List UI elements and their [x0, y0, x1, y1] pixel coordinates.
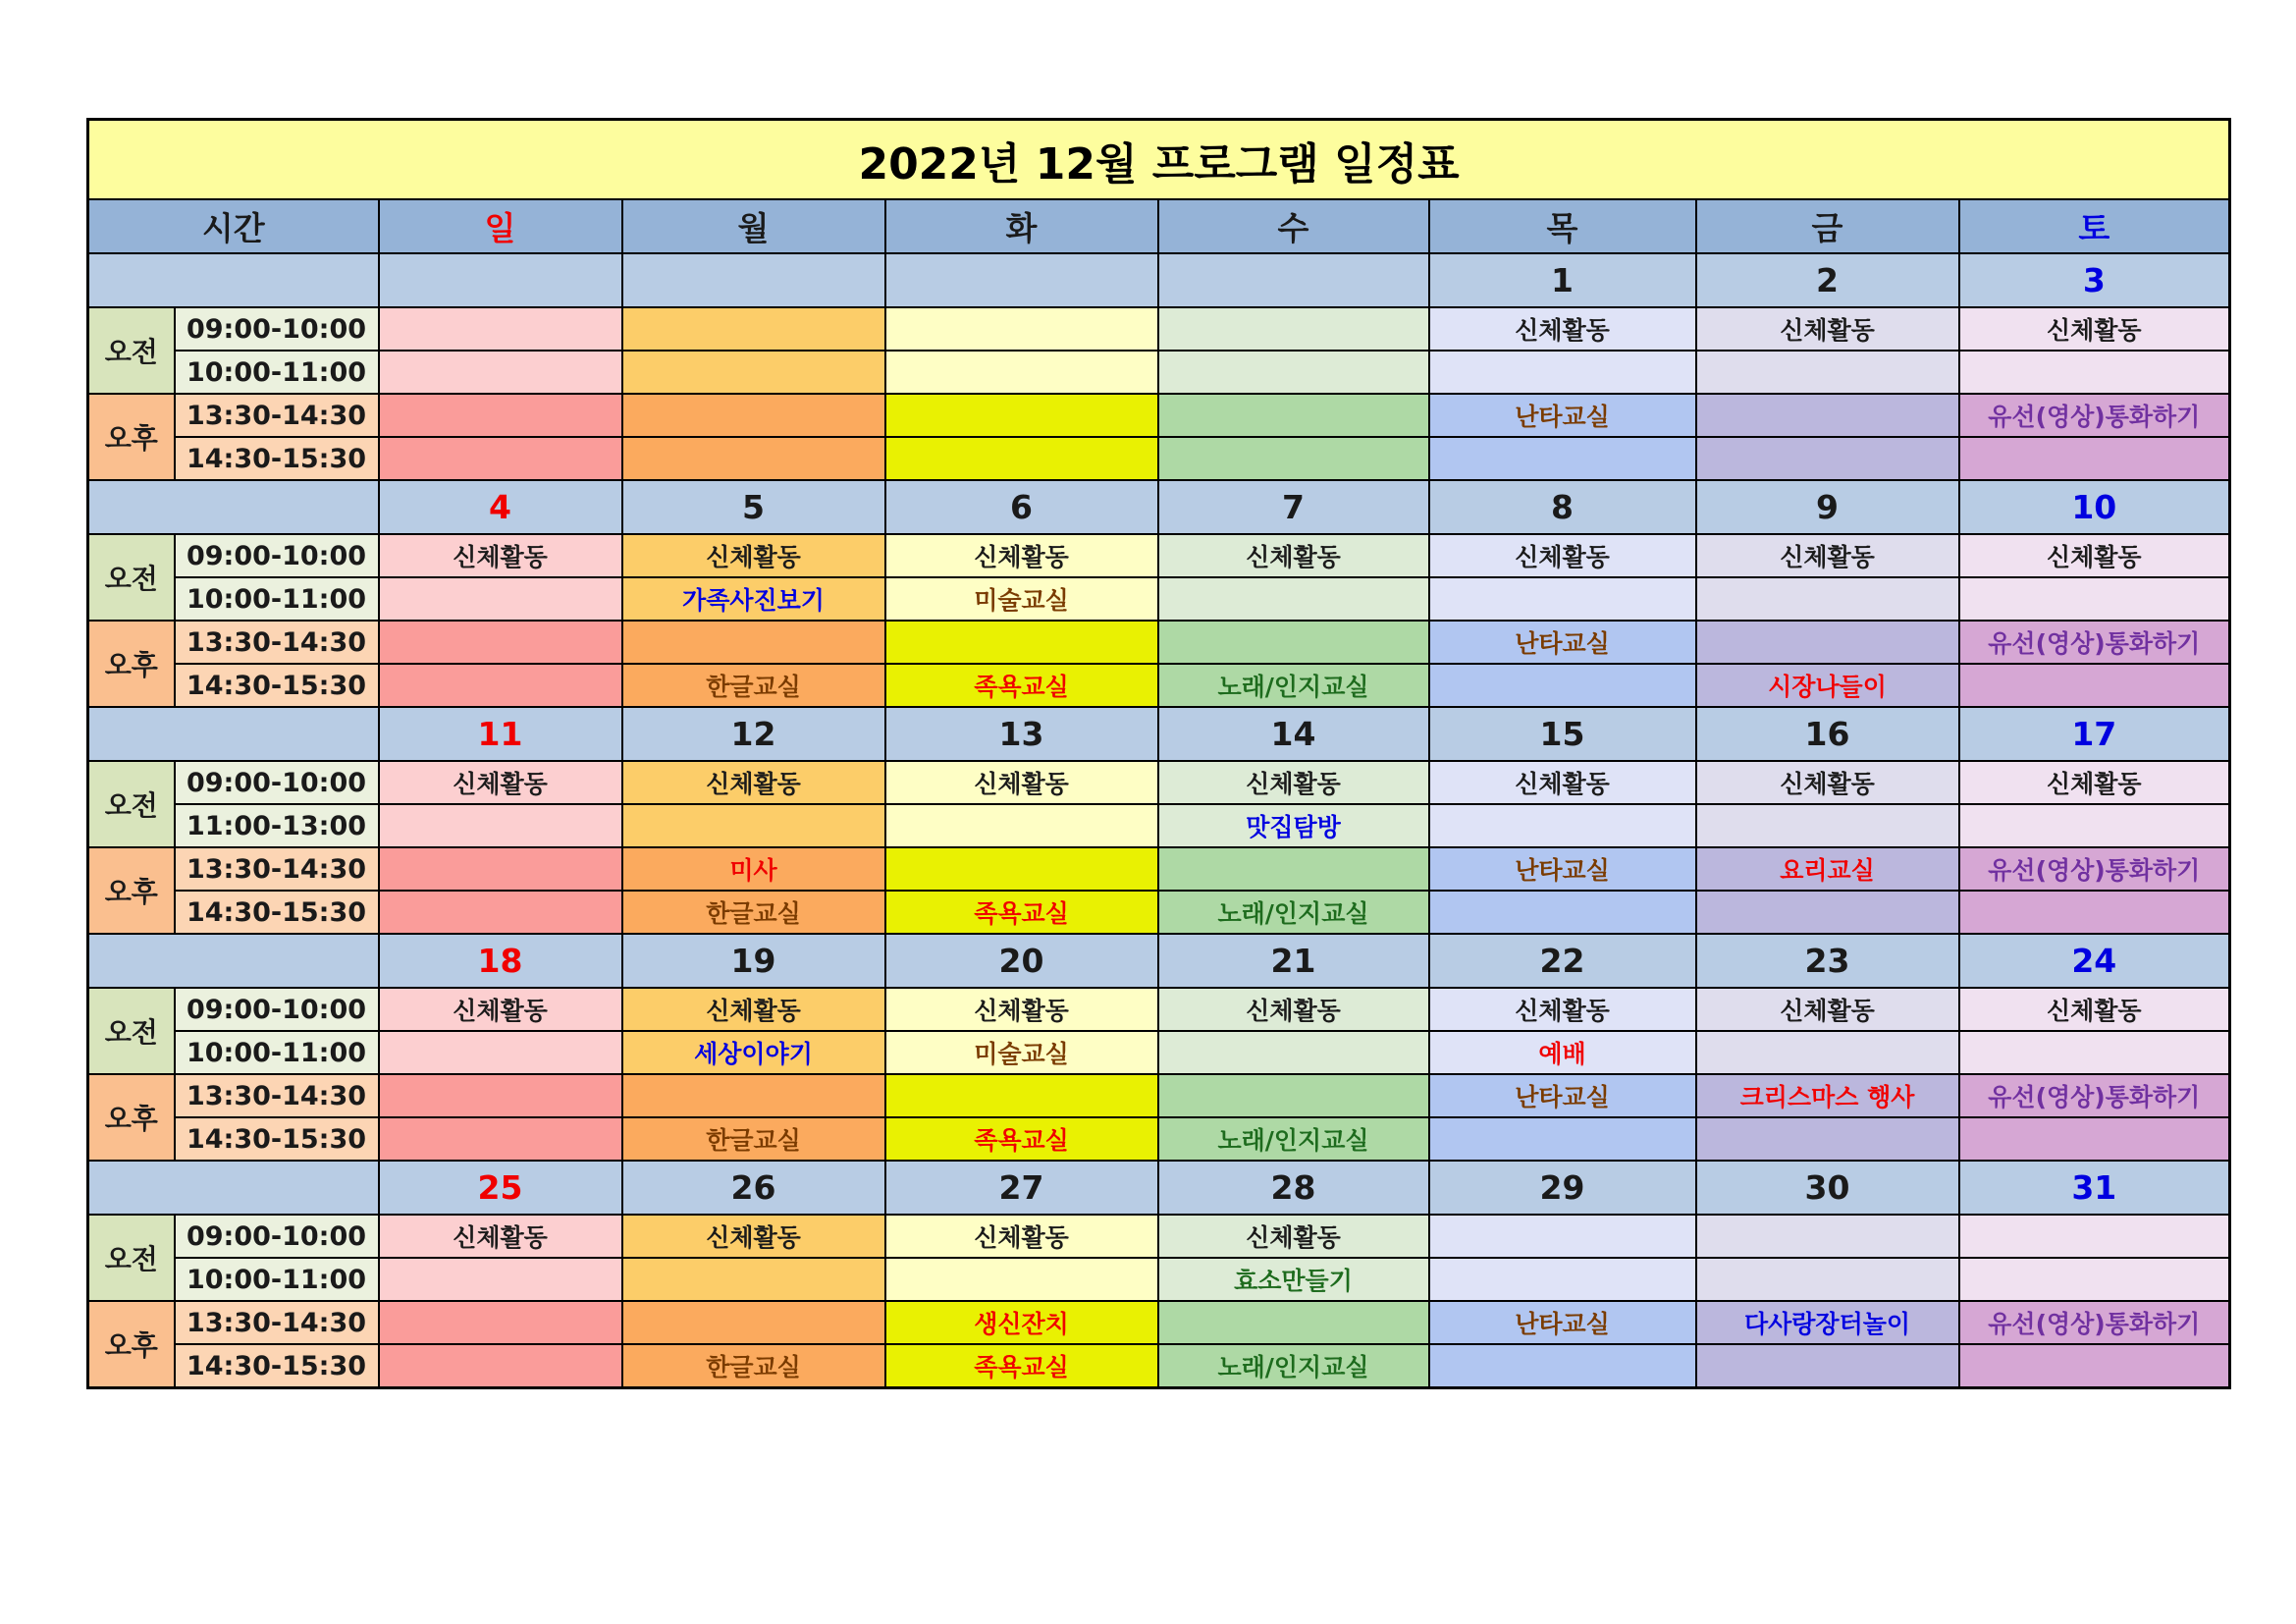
activity-cell: 신체활동: [885, 1215, 1158, 1258]
activity-cell: [885, 351, 1158, 394]
date-cell-sun: 18: [379, 934, 622, 988]
activity-cell: [885, 437, 1158, 480]
activity-cell: [885, 847, 1158, 891]
activity-cell: 시장나들이: [1696, 664, 1959, 707]
activity-row: [88, 1215, 2230, 1258]
activity-cell: 신체활동: [1429, 534, 1696, 577]
activity-cell: 다사랑장터놀이: [1696, 1301, 1959, 1344]
activity-cell: [885, 307, 1158, 351]
activity-cell: [379, 307, 622, 351]
activity-cell: 신체활동: [379, 988, 622, 1031]
activity-cell: [1959, 577, 2230, 621]
activity-row: [88, 437, 2230, 480]
activity-cell: [1696, 1031, 1959, 1074]
activity-row: [88, 891, 2230, 934]
activity-cell: [1959, 1215, 2230, 1258]
activity-row: [88, 1031, 2230, 1074]
activity-cell: [1429, 891, 1696, 934]
activity-cell: [1959, 351, 2230, 394]
schedule-table: [86, 118, 2231, 1389]
period-label-am: 오전: [88, 761, 175, 847]
activity-cell: [622, 1258, 885, 1301]
activity-cell: 난타교실: [1429, 1301, 1696, 1344]
activity-cell: [1429, 664, 1696, 707]
activity-cell: [1158, 621, 1429, 664]
time-slot: 10:00-11:00: [175, 1258, 379, 1301]
time-slot: 09:00-10:00: [175, 534, 379, 577]
date-cell-wed: [1158, 253, 1429, 307]
activity-cell: 신체활동: [885, 988, 1158, 1031]
activity-cell: [379, 1117, 622, 1161]
period-label-am: 오전: [88, 534, 175, 621]
week-date-row: [88, 1161, 2230, 1215]
time-slot: 09:00-10:00: [175, 988, 379, 1031]
activity-cell: [1158, 577, 1429, 621]
week-date-row: [88, 707, 2230, 761]
date-cell-tue: [885, 253, 1158, 307]
activity-cell: [1696, 1258, 1959, 1301]
day-header-thu: 목: [1429, 199, 1696, 253]
activity-cell: 신체활동: [1959, 307, 2230, 351]
activity-cell: [622, 804, 885, 847]
time-slot: 13:30-14:30: [175, 1301, 379, 1344]
day-header-fri: 금: [1696, 199, 1959, 253]
activity-cell: [1696, 891, 1959, 934]
activity-row: [88, 988, 2230, 1031]
date-cell-mon: 5: [622, 480, 885, 534]
activity-cell: 요리교실: [1696, 847, 1959, 891]
date-cell-tue: 27: [885, 1161, 1158, 1215]
weekday-header: [88, 199, 2230, 253]
week-date-row: [88, 934, 2230, 988]
date-cell-wed: 14: [1158, 707, 1429, 761]
activity-row: [88, 534, 2230, 577]
date-cell-sun: 11: [379, 707, 622, 761]
week-date-row: [88, 480, 2230, 534]
activity-cell: [1429, 1215, 1696, 1258]
activity-cell: 신체활동: [1158, 1215, 1429, 1258]
activity-cell: [1696, 1215, 1959, 1258]
activity-cell: 신체활동: [379, 761, 622, 804]
activity-cell: 신체활동: [1158, 988, 1429, 1031]
time-slot: 09:00-10:00: [175, 761, 379, 804]
activity-row: [88, 1344, 2230, 1388]
activity-cell: [1696, 351, 1959, 394]
date-cell-sat: 3: [1959, 253, 2230, 307]
activity-cell: 가족사진보기: [622, 577, 885, 621]
activity-row: [88, 1258, 2230, 1301]
activity-cell: 신체활동: [1696, 988, 1959, 1031]
activity-cell: [1158, 1031, 1429, 1074]
activity-cell: 족욕교실: [885, 664, 1158, 707]
date-row-spacer: [88, 253, 379, 307]
activity-row: [88, 1074, 2230, 1117]
activity-cell: 신체활동: [622, 761, 885, 804]
activity-cell: 족욕교실: [885, 1117, 1158, 1161]
activity-cell: [1959, 804, 2230, 847]
activity-cell: 신체활동: [379, 534, 622, 577]
activity-cell: 난타교실: [1429, 1074, 1696, 1117]
day-header-wed: 수: [1158, 199, 1429, 253]
time-slot: 14:30-15:30: [175, 1344, 379, 1388]
date-cell-fri: 16: [1696, 707, 1959, 761]
activity-cell: [379, 1074, 622, 1117]
activity-cell: 난타교실: [1429, 621, 1696, 664]
date-cell-wed: 7: [1158, 480, 1429, 534]
period-label-am: 오전: [88, 1215, 175, 1301]
activity-cell: [1959, 437, 2230, 480]
date-cell-sat: 17: [1959, 707, 2230, 761]
activity-cell: 미술교실: [885, 577, 1158, 621]
activity-cell: 한글교실: [622, 664, 885, 707]
date-cell-sat: 10: [1959, 480, 2230, 534]
activity-row: [88, 621, 2230, 664]
activity-row: [88, 1117, 2230, 1161]
activity-cell: 신체활동: [1158, 534, 1429, 577]
activity-cell: 유선(영상)통화하기: [1959, 847, 2230, 891]
date-cell-tue: 20: [885, 934, 1158, 988]
activity-cell: [885, 1258, 1158, 1301]
activity-cell: 한글교실: [622, 1344, 885, 1388]
period-label-pm: 오후: [88, 1074, 175, 1161]
activity-cell: 맛집탐방: [1158, 804, 1429, 847]
activity-cell: [1959, 1344, 2230, 1388]
date-cell-sun: [379, 253, 622, 307]
activity-cell: [622, 1301, 885, 1344]
activity-cell: [379, 394, 622, 437]
activity-cell: [379, 351, 622, 394]
activity-row: [88, 577, 2230, 621]
date-cell-thu: 29: [1429, 1161, 1696, 1215]
activity-cell: [1429, 804, 1696, 847]
date-cell-fri: 23: [1696, 934, 1959, 988]
activity-cell: [1959, 1117, 2230, 1161]
activity-cell: [1696, 437, 1959, 480]
period-label-pm: 오후: [88, 847, 175, 934]
activity-cell: [1696, 621, 1959, 664]
activity-cell: 신체활동: [622, 534, 885, 577]
activity-cell: 유선(영상)통화하기: [1959, 1074, 2230, 1117]
day-header-mon: 월: [622, 199, 885, 253]
date-cell-fri: 30: [1696, 1161, 1959, 1215]
time-slot: 10:00-11:00: [175, 351, 379, 394]
activity-cell: 신체활동: [1696, 534, 1959, 577]
activity-cell: [622, 394, 885, 437]
time-slot: 14:30-15:30: [175, 437, 379, 480]
activity-cell: [1158, 307, 1429, 351]
activity-cell: [1696, 394, 1959, 437]
date-cell-sun: 4: [379, 480, 622, 534]
activity-row: [88, 307, 2230, 351]
activity-cell: [379, 1344, 622, 1388]
activity-cell: [1158, 847, 1429, 891]
period-label-am: 오전: [88, 307, 175, 394]
activity-cell: [1158, 1074, 1429, 1117]
activity-cell: [379, 621, 622, 664]
date-row-spacer: [88, 934, 379, 988]
activity-cell: 유선(영상)통화하기: [1959, 621, 2230, 664]
date-cell-thu: 1: [1429, 253, 1696, 307]
activity-cell: [1959, 891, 2230, 934]
activity-row: [88, 804, 2230, 847]
time-slot: 13:30-14:30: [175, 394, 379, 437]
time-slot: 13:30-14:30: [175, 621, 379, 664]
activity-cell: 족욕교실: [885, 1344, 1158, 1388]
date-cell-mon: 19: [622, 934, 885, 988]
page-title: 2022년 12월 프로그램 일정표: [88, 120, 2230, 200]
activity-cell: [1696, 804, 1959, 847]
activity-cell: [379, 1301, 622, 1344]
activity-cell: [1959, 1031, 2230, 1074]
activity-cell: 예배: [1429, 1031, 1696, 1074]
activity-cell: 신체활동: [1429, 988, 1696, 1031]
activity-cell: [1429, 351, 1696, 394]
week-date-row: [88, 253, 2230, 307]
activity-cell: 크리스마스 행사: [1696, 1074, 1959, 1117]
activity-cell: [885, 1074, 1158, 1117]
activity-cell: 노래/인지교실: [1158, 1344, 1429, 1388]
activity-cell: 노래/인지교실: [1158, 891, 1429, 934]
day-header-sat: 토: [1959, 199, 2230, 253]
activity-cell: [1158, 351, 1429, 394]
activity-cell: [379, 664, 622, 707]
time-slot: 14:30-15:30: [175, 664, 379, 707]
activity-cell: [1158, 394, 1429, 437]
day-header-tue: 화: [885, 199, 1158, 253]
activity-cell: 신체활동: [1959, 988, 2230, 1031]
time-slot: 09:00-10:00: [175, 307, 379, 351]
activity-cell: [1429, 437, 1696, 480]
activity-cell: [379, 804, 622, 847]
day-header-sun: 일: [379, 199, 622, 253]
activity-cell: [379, 847, 622, 891]
time-slot: 13:30-14:30: [175, 847, 379, 891]
period-label-pm: 오후: [88, 1301, 175, 1388]
activity-row: [88, 394, 2230, 437]
date-cell-mon: [622, 253, 885, 307]
date-cell-wed: 28: [1158, 1161, 1429, 1215]
activity-cell: [1429, 1117, 1696, 1161]
activity-cell: 신체활동: [885, 761, 1158, 804]
date-cell-fri: 2: [1696, 253, 1959, 307]
activity-cell: 족욕교실: [885, 891, 1158, 934]
activity-cell: 유선(영상)통화하기: [1959, 1301, 2230, 1344]
date-cell-tue: 6: [885, 480, 1158, 534]
period-label-am: 오전: [88, 988, 175, 1074]
activity-cell: 효소만들기: [1158, 1258, 1429, 1301]
activity-cell: 신체활동: [622, 1215, 885, 1258]
activity-cell: 신체활동: [1696, 761, 1959, 804]
activity-cell: [622, 437, 885, 480]
date-row-spacer: [88, 707, 379, 761]
activity-cell: 신체활동: [1959, 534, 2230, 577]
activity-cell: 난타교실: [1429, 394, 1696, 437]
date-cell-tue: 13: [885, 707, 1158, 761]
activity-row: [88, 761, 2230, 804]
activity-cell: 신체활동: [1959, 761, 2230, 804]
activity-cell: [622, 351, 885, 394]
date-cell-mon: 12: [622, 707, 885, 761]
date-cell-thu: 8: [1429, 480, 1696, 534]
activity-cell: 신체활동: [379, 1215, 622, 1258]
activity-cell: 노래/인지교실: [1158, 1117, 1429, 1161]
activity-cell: [379, 891, 622, 934]
activity-cell: 한글교실: [622, 891, 885, 934]
activity-cell: 신체활동: [1429, 761, 1696, 804]
date-cell-fri: 9: [1696, 480, 1959, 534]
time-slot: 10:00-11:00: [175, 1031, 379, 1074]
activity-cell: 생신잔치: [885, 1301, 1158, 1344]
activity-cell: 미술교실: [885, 1031, 1158, 1074]
activity-cell: [622, 621, 885, 664]
period-label-pm: 오후: [88, 394, 175, 480]
activity-cell: 신체활동: [1429, 307, 1696, 351]
activity-cell: 난타교실: [1429, 847, 1696, 891]
time-slot: 09:00-10:00: [175, 1215, 379, 1258]
date-cell-thu: 22: [1429, 934, 1696, 988]
activity-cell: [379, 577, 622, 621]
activity-cell: [1696, 1117, 1959, 1161]
activity-cell: [1429, 1344, 1696, 1388]
activity-cell: 노래/인지교실: [1158, 664, 1429, 707]
activity-cell: [1696, 577, 1959, 621]
activity-cell: [379, 437, 622, 480]
date-cell-wed: 21: [1158, 934, 1429, 988]
activity-cell: [622, 307, 885, 351]
activity-cell: [885, 804, 1158, 847]
time-header: 시간: [88, 199, 379, 253]
activity-cell: 신체활동: [622, 988, 885, 1031]
activity-row: [88, 664, 2230, 707]
activity-row: [88, 351, 2230, 394]
activity-row: [88, 847, 2230, 891]
activity-cell: [1696, 1344, 1959, 1388]
period-label-pm: 오후: [88, 621, 175, 707]
activity-cell: 신체활동: [1696, 307, 1959, 351]
activity-cell: [379, 1031, 622, 1074]
activity-cell: [1959, 664, 2230, 707]
time-slot: 14:30-15:30: [175, 891, 379, 934]
activity-cell: 유선(영상)통화하기: [1959, 394, 2230, 437]
activity-cell: 한글교실: [622, 1117, 885, 1161]
activity-cell: 세상이야기: [622, 1031, 885, 1074]
activity-cell: 신체활동: [1158, 761, 1429, 804]
time-slot: 11:00-13:00: [175, 804, 379, 847]
activity-cell: [622, 1074, 885, 1117]
date-cell-thu: 15: [1429, 707, 1696, 761]
activity-row: [88, 1301, 2230, 1344]
activity-cell: [379, 1258, 622, 1301]
date-cell-sun: 25: [379, 1161, 622, 1215]
date-cell-sat: 31: [1959, 1161, 2230, 1215]
time-slot: 14:30-15:30: [175, 1117, 379, 1161]
activity-cell: [1429, 577, 1696, 621]
activity-cell: [885, 394, 1158, 437]
time-slot: 13:30-14:30: [175, 1074, 379, 1117]
activity-cell: 미사: [622, 847, 885, 891]
activity-cell: [885, 621, 1158, 664]
date-row-spacer: [88, 480, 379, 534]
activity-cell: [1959, 1258, 2230, 1301]
time-slot: 10:00-11:00: [175, 577, 379, 621]
date-cell-sat: 24: [1959, 934, 2230, 988]
activity-cell: [1429, 1258, 1696, 1301]
date-cell-mon: 26: [622, 1161, 885, 1215]
date-row-spacer: [88, 1161, 379, 1215]
activity-cell: [1158, 1301, 1429, 1344]
activity-cell: [1158, 437, 1429, 480]
activity-cell: 신체활동: [885, 534, 1158, 577]
